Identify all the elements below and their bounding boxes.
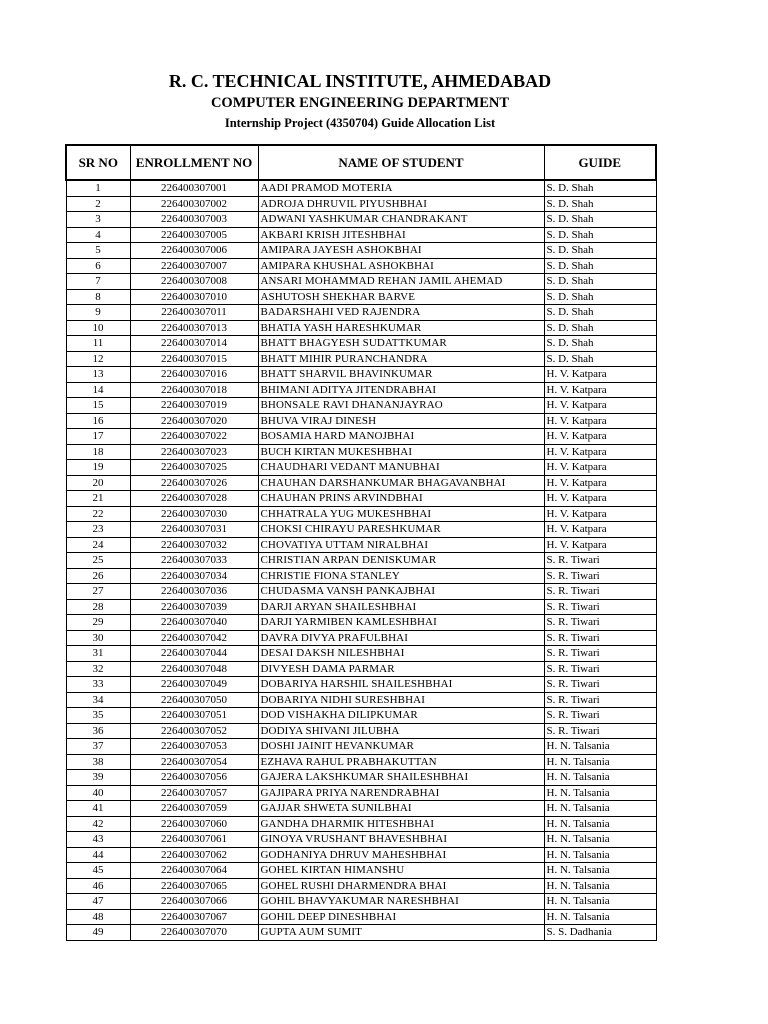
student-name-cell: BHIMANI ADITYA JITENDRABHAI xyxy=(258,382,544,398)
table-row xyxy=(66,925,656,941)
student-name-cell: GAJIPARA PRIYA NARENDRABHAI xyxy=(258,785,544,801)
enrollment-cell: 226400307019 xyxy=(130,398,258,414)
student-name-cell: CHRISTIAN ARPAN DENISKUMAR xyxy=(258,553,544,569)
guide-cell: H. N. Talsania xyxy=(544,878,656,894)
student-name-cell: BHONSALE RAVI DHANANJAYRAO xyxy=(258,398,544,414)
sr-no-cell: 44 xyxy=(66,847,130,863)
enrollment-cell: 226400307059 xyxy=(130,801,258,817)
guide-cell: H. N. Talsania xyxy=(544,739,656,755)
enrollment-cell: 226400307044 xyxy=(130,646,258,662)
enrollment-cell: 226400307008 xyxy=(130,274,258,290)
guide-cell: S. D. Shah xyxy=(544,180,656,196)
sr-no-cell: 38 xyxy=(66,754,130,770)
sr-no-cell: 12 xyxy=(66,351,130,367)
student-name-cell: AMIPARA JAYESH ASHOKBHAI xyxy=(258,243,544,259)
guide-cell: H. N. Talsania xyxy=(544,863,656,879)
guide-cell: S. R. Tiwari xyxy=(544,723,656,739)
student-name-cell: GOHEL RUSHI DHARMENDRA BHAI xyxy=(258,878,544,894)
student-name-cell: DIVYESH DAMA PARMAR xyxy=(258,661,544,677)
student-name-cell: GAJERA LAKSHKUMAR SHAILESHBHAI xyxy=(258,770,544,786)
table-row xyxy=(66,506,656,522)
enrollment-cell: 226400307061 xyxy=(130,832,258,848)
guide-cell: S. D. Shah xyxy=(544,336,656,352)
student-name-cell: GUPTA AUM SUMIT xyxy=(258,925,544,941)
student-name-cell: CHRISTIE FIONA STANLEY xyxy=(258,568,544,584)
enrollment-cell: 226400307015 xyxy=(130,351,258,367)
sr-no-cell: 32 xyxy=(66,661,130,677)
sr-no-cell: 21 xyxy=(66,491,130,507)
enrollment-cell: 226400307010 xyxy=(130,289,258,305)
sr-no-cell: 10 xyxy=(66,320,130,336)
sr-no-cell: 29 xyxy=(66,615,130,631)
sr-no-cell: 9 xyxy=(66,305,130,321)
student-name-cell: AADI PRAMOD MOTERIA xyxy=(258,180,544,196)
table-row xyxy=(66,475,656,491)
enrollment-cell: 226400307023 xyxy=(130,444,258,460)
enrollment-cell: 226400307060 xyxy=(130,816,258,832)
enrollment-cell: 226400307057 xyxy=(130,785,258,801)
sr-no-cell: 31 xyxy=(66,646,130,662)
table-row xyxy=(66,723,656,739)
sr-no-cell: 2 xyxy=(66,196,130,212)
enrollment-cell: 226400307007 xyxy=(130,258,258,274)
table-row xyxy=(66,320,656,336)
table-row xyxy=(66,289,656,305)
enrollment-cell: 226400307040 xyxy=(130,615,258,631)
institute-title: R. C. TECHNICAL INSTITUTE, AHMEDABAD xyxy=(168,71,552,91)
table-row xyxy=(66,630,656,646)
table-row xyxy=(66,692,656,708)
sr-no-cell: 6 xyxy=(66,258,130,274)
column-header-enrollment-no: ENROLLMENT NO xyxy=(130,145,258,180)
guide-cell: S. R. Tiwari xyxy=(544,677,656,693)
sr-no-cell: 45 xyxy=(66,863,130,879)
guide-cell: H. N. Talsania xyxy=(544,816,656,832)
sr-no-cell: 17 xyxy=(66,429,130,445)
sr-no-cell: 19 xyxy=(66,460,130,476)
table-row xyxy=(66,894,656,910)
enrollment-cell: 226400307003 xyxy=(130,212,258,228)
guide-cell: H. N. Talsania xyxy=(544,785,656,801)
table-row xyxy=(66,491,656,507)
sr-no-cell: 28 xyxy=(66,599,130,615)
student-name-cell: DARJI YARMIBEN KAMLESHBHAI xyxy=(258,615,544,631)
student-name-cell: BHATT SHARVIL BHAVINKUMAR xyxy=(258,367,544,383)
enrollment-cell: 226400307001 xyxy=(130,180,258,196)
sr-no-cell: 18 xyxy=(66,444,130,460)
sr-no-cell: 27 xyxy=(66,584,130,600)
table-row xyxy=(66,816,656,832)
table-row xyxy=(66,677,656,693)
sr-no-cell: 37 xyxy=(66,739,130,755)
student-name-cell: CHOKSI CHIRAYU PARESHKUMAR xyxy=(258,522,544,538)
guide-cell: H. V. Katpara xyxy=(544,537,656,553)
guide-cell: S. D. Shah xyxy=(544,274,656,290)
guide-cell: H. V. Katpara xyxy=(544,429,656,445)
guide-cell: H. N. Talsania xyxy=(544,894,656,910)
sr-no-cell: 36 xyxy=(66,723,130,739)
student-name-cell: GANDHA DHARMIK HITESHBHAI xyxy=(258,816,544,832)
guide-cell: H. V. Katpara xyxy=(544,522,656,538)
student-name-cell: DODIYA SHIVANI JILUBHA xyxy=(258,723,544,739)
enrollment-cell: 226400307053 xyxy=(130,739,258,755)
enrollment-cell: 226400307002 xyxy=(130,196,258,212)
guide-cell: H. V. Katpara xyxy=(544,475,656,491)
enrollment-cell: 226400307022 xyxy=(130,429,258,445)
sr-no-cell: 40 xyxy=(66,785,130,801)
table-row xyxy=(66,785,656,801)
sr-no-cell: 7 xyxy=(66,274,130,290)
student-name-cell: DOBARIYA NIDHI SURESHBHAI xyxy=(258,692,544,708)
table-row xyxy=(66,398,656,414)
table-row xyxy=(66,801,656,817)
student-name-cell: BADARSHAHI VED RAJENDRA xyxy=(258,305,544,321)
column-header-guide: GUIDE xyxy=(544,145,656,180)
table-row xyxy=(66,196,656,212)
sr-no-cell: 20 xyxy=(66,475,130,491)
enrollment-cell: 226400307039 xyxy=(130,599,258,615)
table-row xyxy=(66,382,656,398)
student-name-cell: BHUVA VIRAJ DINESH xyxy=(258,413,544,429)
table-row xyxy=(66,754,656,770)
table-row xyxy=(66,460,656,476)
sr-no-cell: 23 xyxy=(66,522,130,538)
enrollment-cell: 226400307028 xyxy=(130,491,258,507)
student-name-cell: BHATT BHAGYESH SUDATTKUMAR xyxy=(258,336,544,352)
guide-cell: S. S. Dadhania xyxy=(544,925,656,941)
student-name-cell: BHATT MIHIR PURANCHANDRA xyxy=(258,351,544,367)
guide-cell: S. R. Tiwari xyxy=(544,568,656,584)
student-name-cell: CHAUHAN DARSHANKUMAR BHAGAVANBHAI xyxy=(258,475,544,491)
table-row xyxy=(66,180,656,196)
guide-cell: H. V. Katpara xyxy=(544,382,656,398)
table-row xyxy=(66,909,656,925)
guide-cell: S. D. Shah xyxy=(544,227,656,243)
table-row xyxy=(66,708,656,724)
sr-no-cell: 25 xyxy=(66,553,130,569)
guide-cell: S. R. Tiwari xyxy=(544,615,656,631)
table-row xyxy=(66,227,656,243)
guide-cell: H. N. Talsania xyxy=(544,801,656,817)
student-name-cell: ADROJA DHRUVIL PIYUSHBHAI xyxy=(258,196,544,212)
table-row xyxy=(66,878,656,894)
sr-no-cell: 42 xyxy=(66,816,130,832)
enrollment-cell: 226400307052 xyxy=(130,723,258,739)
student-name-cell: CHOVATIYA UTTAM NIRALBHAI xyxy=(258,537,544,553)
table-row xyxy=(66,258,656,274)
sr-no-cell: 13 xyxy=(66,367,130,383)
enrollment-cell: 226400307054 xyxy=(130,754,258,770)
guide-cell: S. R. Tiwari xyxy=(544,661,656,677)
enrollment-cell: 226400307026 xyxy=(130,475,258,491)
table-row xyxy=(66,646,656,662)
student-name-cell: DOSHI JAINIT HEVANKUMAR xyxy=(258,739,544,755)
student-name-cell: DESAI DAKSH NILESHBHAI xyxy=(258,646,544,662)
guide-cell: S. R. Tiwari xyxy=(544,692,656,708)
guide-cell: H. N. Talsania xyxy=(544,754,656,770)
column-header-sr-no: SR NO xyxy=(66,145,130,180)
enrollment-cell: 226400307016 xyxy=(130,367,258,383)
enrollment-cell: 226400307005 xyxy=(130,227,258,243)
sr-no-cell: 3 xyxy=(66,212,130,228)
guide-cell: S. R. Tiwari xyxy=(544,708,656,724)
guide-allocation-table xyxy=(65,144,657,941)
sr-no-cell: 49 xyxy=(66,925,130,941)
guide-cell: H. N. Talsania xyxy=(544,909,656,925)
table-row xyxy=(66,770,656,786)
guide-cell: S. R. Tiwari xyxy=(544,553,656,569)
guide-cell: S. D. Shah xyxy=(544,320,656,336)
guide-cell: S. D. Shah xyxy=(544,305,656,321)
student-name-cell: ASHUTOSH SHEKHAR BARVE xyxy=(258,289,544,305)
sr-no-cell: 15 xyxy=(66,398,130,414)
enrollment-cell: 226400307013 xyxy=(130,320,258,336)
sr-no-cell: 22 xyxy=(66,506,130,522)
table-row xyxy=(66,212,656,228)
guide-cell: S. D. Shah xyxy=(544,289,656,305)
enrollment-cell: 226400307034 xyxy=(130,568,258,584)
sr-no-cell: 39 xyxy=(66,770,130,786)
table-row xyxy=(66,568,656,584)
enrollment-cell: 226400307070 xyxy=(130,925,258,941)
table-row xyxy=(66,599,656,615)
guide-cell: S. R. Tiwari xyxy=(544,646,656,662)
enrollment-cell: 226400307051 xyxy=(130,708,258,724)
table-row xyxy=(66,243,656,259)
table-row xyxy=(66,584,656,600)
sr-no-cell: 26 xyxy=(66,568,130,584)
sr-no-cell: 41 xyxy=(66,801,130,817)
sr-no-cell: 1 xyxy=(66,180,130,196)
table-row xyxy=(66,336,656,352)
enrollment-cell: 226400307064 xyxy=(130,863,258,879)
student-name-cell: GOHIL DEEP DINESHBHAI xyxy=(258,909,544,925)
enrollment-cell: 226400307036 xyxy=(130,584,258,600)
sr-no-cell: 4 xyxy=(66,227,130,243)
enrollment-cell: 226400307006 xyxy=(130,243,258,259)
student-name-cell: ANSARI MOHAMMAD REHAN JAMIL AHEMAD xyxy=(258,274,544,290)
enrollment-cell: 226400307031 xyxy=(130,522,258,538)
guide-cell: H. V. Katpara xyxy=(544,367,656,383)
enrollment-cell: 226400307049 xyxy=(130,677,258,693)
table-row xyxy=(66,274,656,290)
sr-no-cell: 47 xyxy=(66,894,130,910)
student-name-cell: DAVRA DIVYA PRAFULBHAI xyxy=(258,630,544,646)
guide-cell: H. V. Katpara xyxy=(544,491,656,507)
department-title: COMPUTER ENGINEERING DEPARTMENT xyxy=(210,95,510,111)
sr-no-cell: 8 xyxy=(66,289,130,305)
student-name-cell: CHUDASMA VANSH PANKAJBHAI xyxy=(258,584,544,600)
sr-no-cell: 46 xyxy=(66,878,130,894)
table-row xyxy=(66,444,656,460)
table-row xyxy=(66,537,656,553)
sr-no-cell: 43 xyxy=(66,832,130,848)
enrollment-cell: 226400307065 xyxy=(130,878,258,894)
table-row xyxy=(66,615,656,631)
table-row xyxy=(66,847,656,863)
guide-cell: H. V. Katpara xyxy=(544,398,656,414)
table-row xyxy=(66,429,656,445)
table-row xyxy=(66,522,656,538)
guide-cell: H. V. Katpara xyxy=(544,413,656,429)
enrollment-cell: 226400307066 xyxy=(130,894,258,910)
guide-cell: H. N. Talsania xyxy=(544,770,656,786)
enrollment-cell: 226400307020 xyxy=(130,413,258,429)
guide-cell: S. D. Shah xyxy=(544,196,656,212)
table-row xyxy=(66,863,656,879)
table-row xyxy=(66,413,656,429)
sr-no-cell: 30 xyxy=(66,630,130,646)
enrollment-cell: 226400307042 xyxy=(130,630,258,646)
table-row xyxy=(66,832,656,848)
table-row xyxy=(66,739,656,755)
document-header xyxy=(0,70,720,131)
student-name-cell: GAJJAR SHWETA SUNILBHAI xyxy=(258,801,544,817)
enrollment-cell: 226400307062 xyxy=(130,847,258,863)
student-name-cell: GOHIL BHAVYAKUMAR NARESHBHAI xyxy=(258,894,544,910)
table-row xyxy=(66,553,656,569)
guide-cell: S. R. Tiwari xyxy=(544,584,656,600)
sr-no-cell: 34 xyxy=(66,692,130,708)
student-name-cell: DARJI ARYAN SHAILESHBHAI xyxy=(258,599,544,615)
list-subtitle: Internship Project (4350704) Guide Allocation List xyxy=(224,116,496,130)
enrollment-cell: 226400307048 xyxy=(130,661,258,677)
enrollment-cell: 226400307032 xyxy=(130,537,258,553)
table-row xyxy=(66,661,656,677)
student-name-cell: GOHEL KIRTAN HIMANSHU xyxy=(258,863,544,879)
guide-cell: S. D. Shah xyxy=(544,243,656,259)
enrollment-cell: 226400307056 xyxy=(130,770,258,786)
student-name-cell: CHAUHAN PRINS ARVINDBHAI xyxy=(258,491,544,507)
sr-no-cell: 24 xyxy=(66,537,130,553)
sr-no-cell: 48 xyxy=(66,909,130,925)
table-header-row xyxy=(66,145,656,180)
student-name-cell: CHHATRALA YUG MUKESHBHAI xyxy=(258,506,544,522)
student-name-cell: BOSAMIA HARD MANOJBHAI xyxy=(258,429,544,445)
student-name-cell: AMIPARA KHUSHAL ASHOKBHAI xyxy=(258,258,544,274)
table-body xyxy=(66,180,656,940)
guide-cell: S. R. Tiwari xyxy=(544,599,656,615)
guide-cell: H. N. Talsania xyxy=(544,847,656,863)
sr-no-cell: 5 xyxy=(66,243,130,259)
sr-no-cell: 35 xyxy=(66,708,130,724)
student-name-cell: ADWANI YASHKUMAR CHANDRAKANT xyxy=(258,212,544,228)
student-name-cell: BUCH KIRTAN MUKESHBHAI xyxy=(258,444,544,460)
enrollment-cell: 226400307033 xyxy=(130,553,258,569)
guide-cell: S. D. Shah xyxy=(544,212,656,228)
guide-cell: H. V. Katpara xyxy=(544,460,656,476)
student-name-cell: GODHANIYA DHRUV MAHESHBHAI xyxy=(258,847,544,863)
guide-cell: S. R. Tiwari xyxy=(544,630,656,646)
student-name-cell: GINOYA VRUSHANT BHAVESHBHAI xyxy=(258,832,544,848)
enrollment-cell: 226400307067 xyxy=(130,909,258,925)
student-name-cell: AKBARI KRISH JITESHBHAI xyxy=(258,227,544,243)
column-header-student-name: NAME OF STUDENT xyxy=(258,145,544,180)
enrollment-cell: 226400307030 xyxy=(130,506,258,522)
guide-cell: S. D. Shah xyxy=(544,258,656,274)
student-name-cell: DOBARIYA HARSHIL SHAILESHBHAI xyxy=(258,677,544,693)
sr-no-cell: 33 xyxy=(66,677,130,693)
student-name-cell: EZHAVA RAHUL PRABHAKUTTAN xyxy=(258,754,544,770)
guide-cell: H. V. Katpara xyxy=(544,506,656,522)
enrollment-cell: 226400307018 xyxy=(130,382,258,398)
enrollment-cell: 226400307050 xyxy=(130,692,258,708)
student-name-cell: BHATIA YASH HARESHKUMAR xyxy=(258,320,544,336)
table-row xyxy=(66,367,656,383)
student-name-cell: CHAUDHARI VEDANT MANUBHAI xyxy=(258,460,544,476)
enrollment-cell: 226400307011 xyxy=(130,305,258,321)
sr-no-cell: 11 xyxy=(66,336,130,352)
table-row xyxy=(66,351,656,367)
sr-no-cell: 14 xyxy=(66,382,130,398)
enrollment-cell: 226400307014 xyxy=(130,336,258,352)
sr-no-cell: 16 xyxy=(66,413,130,429)
guide-cell: S. D. Shah xyxy=(544,351,656,367)
student-name-cell: DOD VISHAKHA DILIPKUMAR xyxy=(258,708,544,724)
guide-cell: H. N. Talsania xyxy=(544,832,656,848)
table-row xyxy=(66,305,656,321)
enrollment-cell: 226400307025 xyxy=(130,460,258,476)
guide-cell: H. V. Katpara xyxy=(544,444,656,460)
